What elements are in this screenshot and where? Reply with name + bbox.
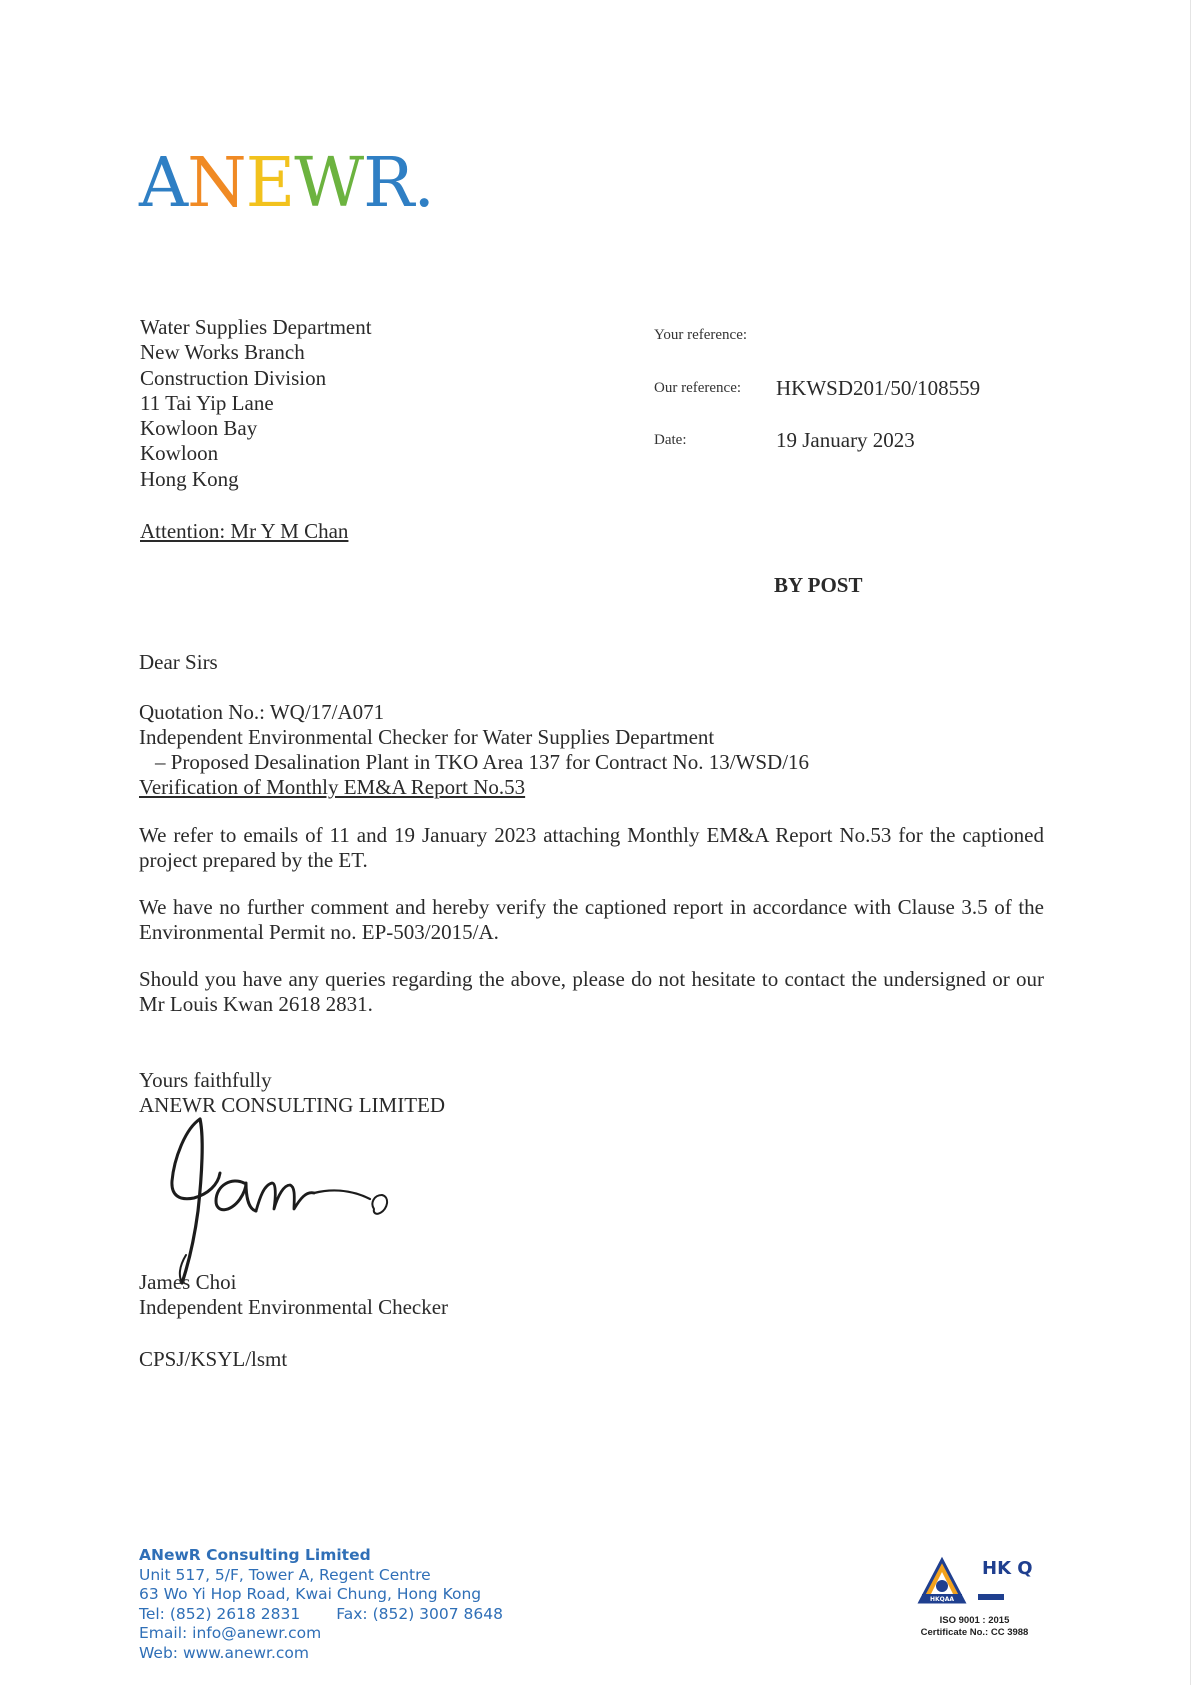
our-reference-value: HKWSD201/50/108559 xyxy=(776,376,981,400)
logo-letter-w: W xyxy=(294,144,364,223)
body-paragraph: We refer to emails of 11 and 19 January 2023 attaching Monthly EM&A Report No.53 for the captioned project prepared by the ET. xyxy=(139,823,1044,872)
your-reference-label: Your reference: xyxy=(654,327,748,343)
hk-mark-icon: HK Q xyxy=(982,1558,1033,1579)
subject-line: – Proposed Desalination Plant in TKO Area 137 for Contract No. 13/WSD/16 xyxy=(155,750,810,774)
handwritten-signature xyxy=(160,1115,420,1290)
certification-badge xyxy=(912,1550,1037,1639)
footer-company: ANewR Consulting Limited xyxy=(139,1546,371,1564)
certificate-number: Certificate No.: CC 3988 xyxy=(920,1627,1029,1638)
reference-code: CPSJ/KSYL/lsmt xyxy=(139,1347,288,1371)
subject-line: Quotation No.: WQ/17/A071 xyxy=(139,700,385,724)
logo-letter-e: E xyxy=(245,144,295,223)
salutation: Dear Sirs xyxy=(139,650,218,674)
iso-standard: ISO 9001 : 2015 xyxy=(939,1615,1010,1626)
hkqaa-logo-icon xyxy=(912,1550,1037,1610)
address-line: Kowloon xyxy=(140,441,219,466)
company-logo xyxy=(139,144,434,223)
address-line: Water Supplies Department xyxy=(140,315,372,339)
subject-block xyxy=(139,700,831,800)
body-paragraph: We have no further comment and hereby verify the captioned report in accordance with Clause 3.5 of the Environmental Permit no. EP-503/2015/A. xyxy=(139,895,1044,944)
recipient-address xyxy=(140,315,372,492)
logo-dot: . xyxy=(413,144,434,223)
footer-email[interactable]: Email: info@anewr.com xyxy=(139,1624,322,1642)
logo-letter-n: N xyxy=(187,144,246,223)
logo-letter-r: R xyxy=(363,144,414,223)
subject-line: Independent Environmental Checker for Water Supplies Department xyxy=(139,725,715,749)
footer-address-line: Unit 517, 5/F, Tower A, Regent Centre xyxy=(139,1565,431,1584)
closing-company: ANEWR CONSULTING LIMITED xyxy=(139,1093,446,1117)
signer-title: Independent Environmental Checker xyxy=(139,1295,449,1319)
body-paragraph: Should you have any queries regarding the above, please do not hesitate to contact the undersigned or our Mr Louis Kwan 2618 2831. xyxy=(139,967,1044,1016)
address-line: Construction Division xyxy=(140,365,327,390)
logo-letter-a: A xyxy=(139,144,188,223)
signer-block xyxy=(139,1270,448,1320)
footer-contact xyxy=(139,1546,503,1663)
footer-fax: Fax: (852) 3007 8648 xyxy=(336,1604,504,1623)
footer-web[interactable]: Web: www.anewr.com xyxy=(139,1643,309,1662)
date-value: 19 January 2023 xyxy=(776,428,915,452)
subject-line-underlined: Verification of Monthly EM&A Report No.53 xyxy=(139,775,526,799)
badge-text: HKQAA xyxy=(929,1596,955,1603)
address-line: Kowloon Bay xyxy=(140,416,258,441)
signer-name: James Choi xyxy=(139,1270,237,1294)
footer-address-line: 63 Wo Yi Hop Road, Kwai Chung, Hong Kong xyxy=(139,1585,482,1603)
date-label: Date: xyxy=(654,432,687,448)
delivery-method: BY POST xyxy=(774,573,863,597)
address-line: Hong Kong xyxy=(140,466,239,491)
footer-tel: Tel: (852) 2618 2831 xyxy=(139,1604,301,1623)
address-line: New Works Branch xyxy=(140,340,305,365)
closing-block xyxy=(139,1068,445,1118)
attention-line: Attention: Mr Y M Chan xyxy=(140,519,349,543)
valediction: Yours faithfully xyxy=(139,1068,272,1092)
our-reference-label: Our reference: xyxy=(654,380,742,396)
address-line: 11 Tai Yip Lane xyxy=(140,390,274,415)
